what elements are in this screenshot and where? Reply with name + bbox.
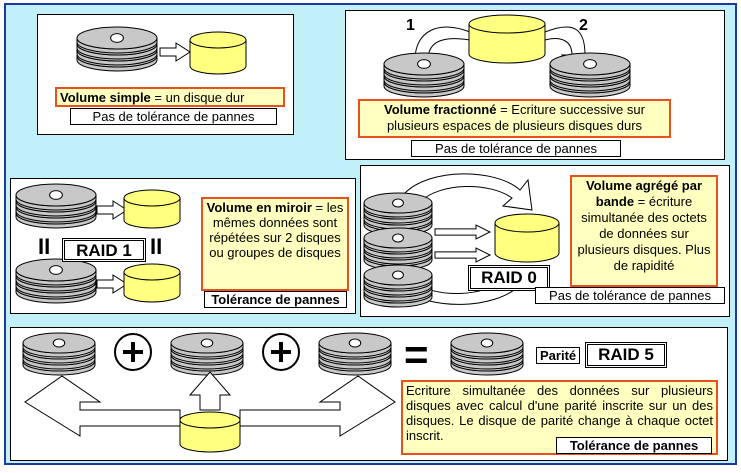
mirror-disk-1-icon — [16, 184, 96, 228]
raid5-disk-1-icon — [23, 333, 95, 375]
mirror-bars-right: II — [150, 234, 163, 259]
mirror-arrow-2-icon — [97, 275, 127, 293]
striped-disk-3-icon — [364, 265, 432, 307]
simple-volume-title: Volume simple — [60, 90, 151, 105]
equals-sign: = — [404, 331, 429, 378]
mirror-volume-title: Volume en miroir — [206, 200, 312, 215]
simple-volume-cylinder-icon — [190, 32, 246, 74]
spanned-step-2: 2 — [579, 17, 588, 34]
raid5-arrow-left-icon — [25, 376, 180, 436]
simple-volume-note — [55, 87, 285, 107]
striped-volume-cylinder-icon — [495, 214, 559, 262]
striped-arrow-1-icon — [435, 225, 490, 239]
mirror-bars-left: II — [38, 234, 51, 259]
raid1-label: RAID 1 — [62, 238, 146, 262]
spanned-disk-1-icon — [384, 53, 464, 97]
plus-icon-2 — [263, 334, 299, 370]
raid5-arrow-right-icon — [240, 376, 395, 436]
mirror-volume-tolerance: Tolérance de pannes — [204, 291, 347, 308]
mirror-volume-desc: = les mêmes données sont répétées sur 2 disques ou groupes de disques — [209, 200, 344, 260]
mirror-cylinder-2-icon — [124, 264, 180, 302]
mirror-cylinder-1-icon — [124, 190, 180, 228]
spanned-disk-2-icon — [550, 53, 630, 97]
raid5-disk-2-icon — [171, 333, 243, 375]
spanned-volume-cylinder-icon — [469, 15, 545, 63]
raid5-parity-disk-icon — [451, 333, 523, 375]
spanned-volume-desc: = Ecriture successive sur plusieurs espaces de plusieurs disques durs — [386, 102, 645, 133]
mirror-disk-2-icon — [16, 259, 96, 303]
simple-arrow-icon — [160, 43, 190, 61]
spanned-volume-title: Volume fractionné — [384, 102, 497, 117]
simple-volume-desc: = un disque dur — [150, 90, 245, 105]
simple-volume-tolerance: Pas de tolérance de pannes — [70, 108, 277, 125]
striped-arrow-2-icon — [435, 248, 490, 262]
raid0-label: RAID 0 — [468, 265, 550, 291]
spanned-step-1: 1 — [406, 17, 415, 34]
simple-disk-icon — [77, 27, 157, 71]
parity-label: Parité — [536, 347, 580, 364]
striped-volume-tolerance: Pas de tolérance de pannes — [535, 287, 725, 304]
plus-icon-1 — [115, 334, 151, 370]
striped-volume-note — [570, 175, 718, 287]
spanned-volume-tolerance: Pas de tolérance de pannes — [411, 140, 621, 157]
raid5-arrow-up-icon — [190, 372, 230, 410]
raid5-disk-3-icon — [319, 333, 391, 375]
raid5-label: RAID 5 — [585, 342, 667, 368]
striped-volume-title: Volume agrégé par bande — [585, 178, 703, 209]
raid5-desc: Ecriture simultanée des données sur plusieurs disques avec calcul d'une parité inscrite sur un des disques. Le disque de parité change à chaque octet inscrit. — [406, 383, 713, 443]
raid5-cylinder-icon — [180, 412, 240, 452]
striped-volume-desc: = écriture simultanée des octets de données sur plusieurs disques. Plus de rapidité — [577, 194, 711, 273]
mirror-volume-note — [201, 197, 349, 291]
spanned-volume-note — [358, 99, 671, 138]
raid5-tolerance: Tolérance de pannes — [556, 437, 712, 454]
mirror-arrow-1-icon — [97, 201, 127, 219]
striped-disk-2-icon — [364, 228, 432, 270]
